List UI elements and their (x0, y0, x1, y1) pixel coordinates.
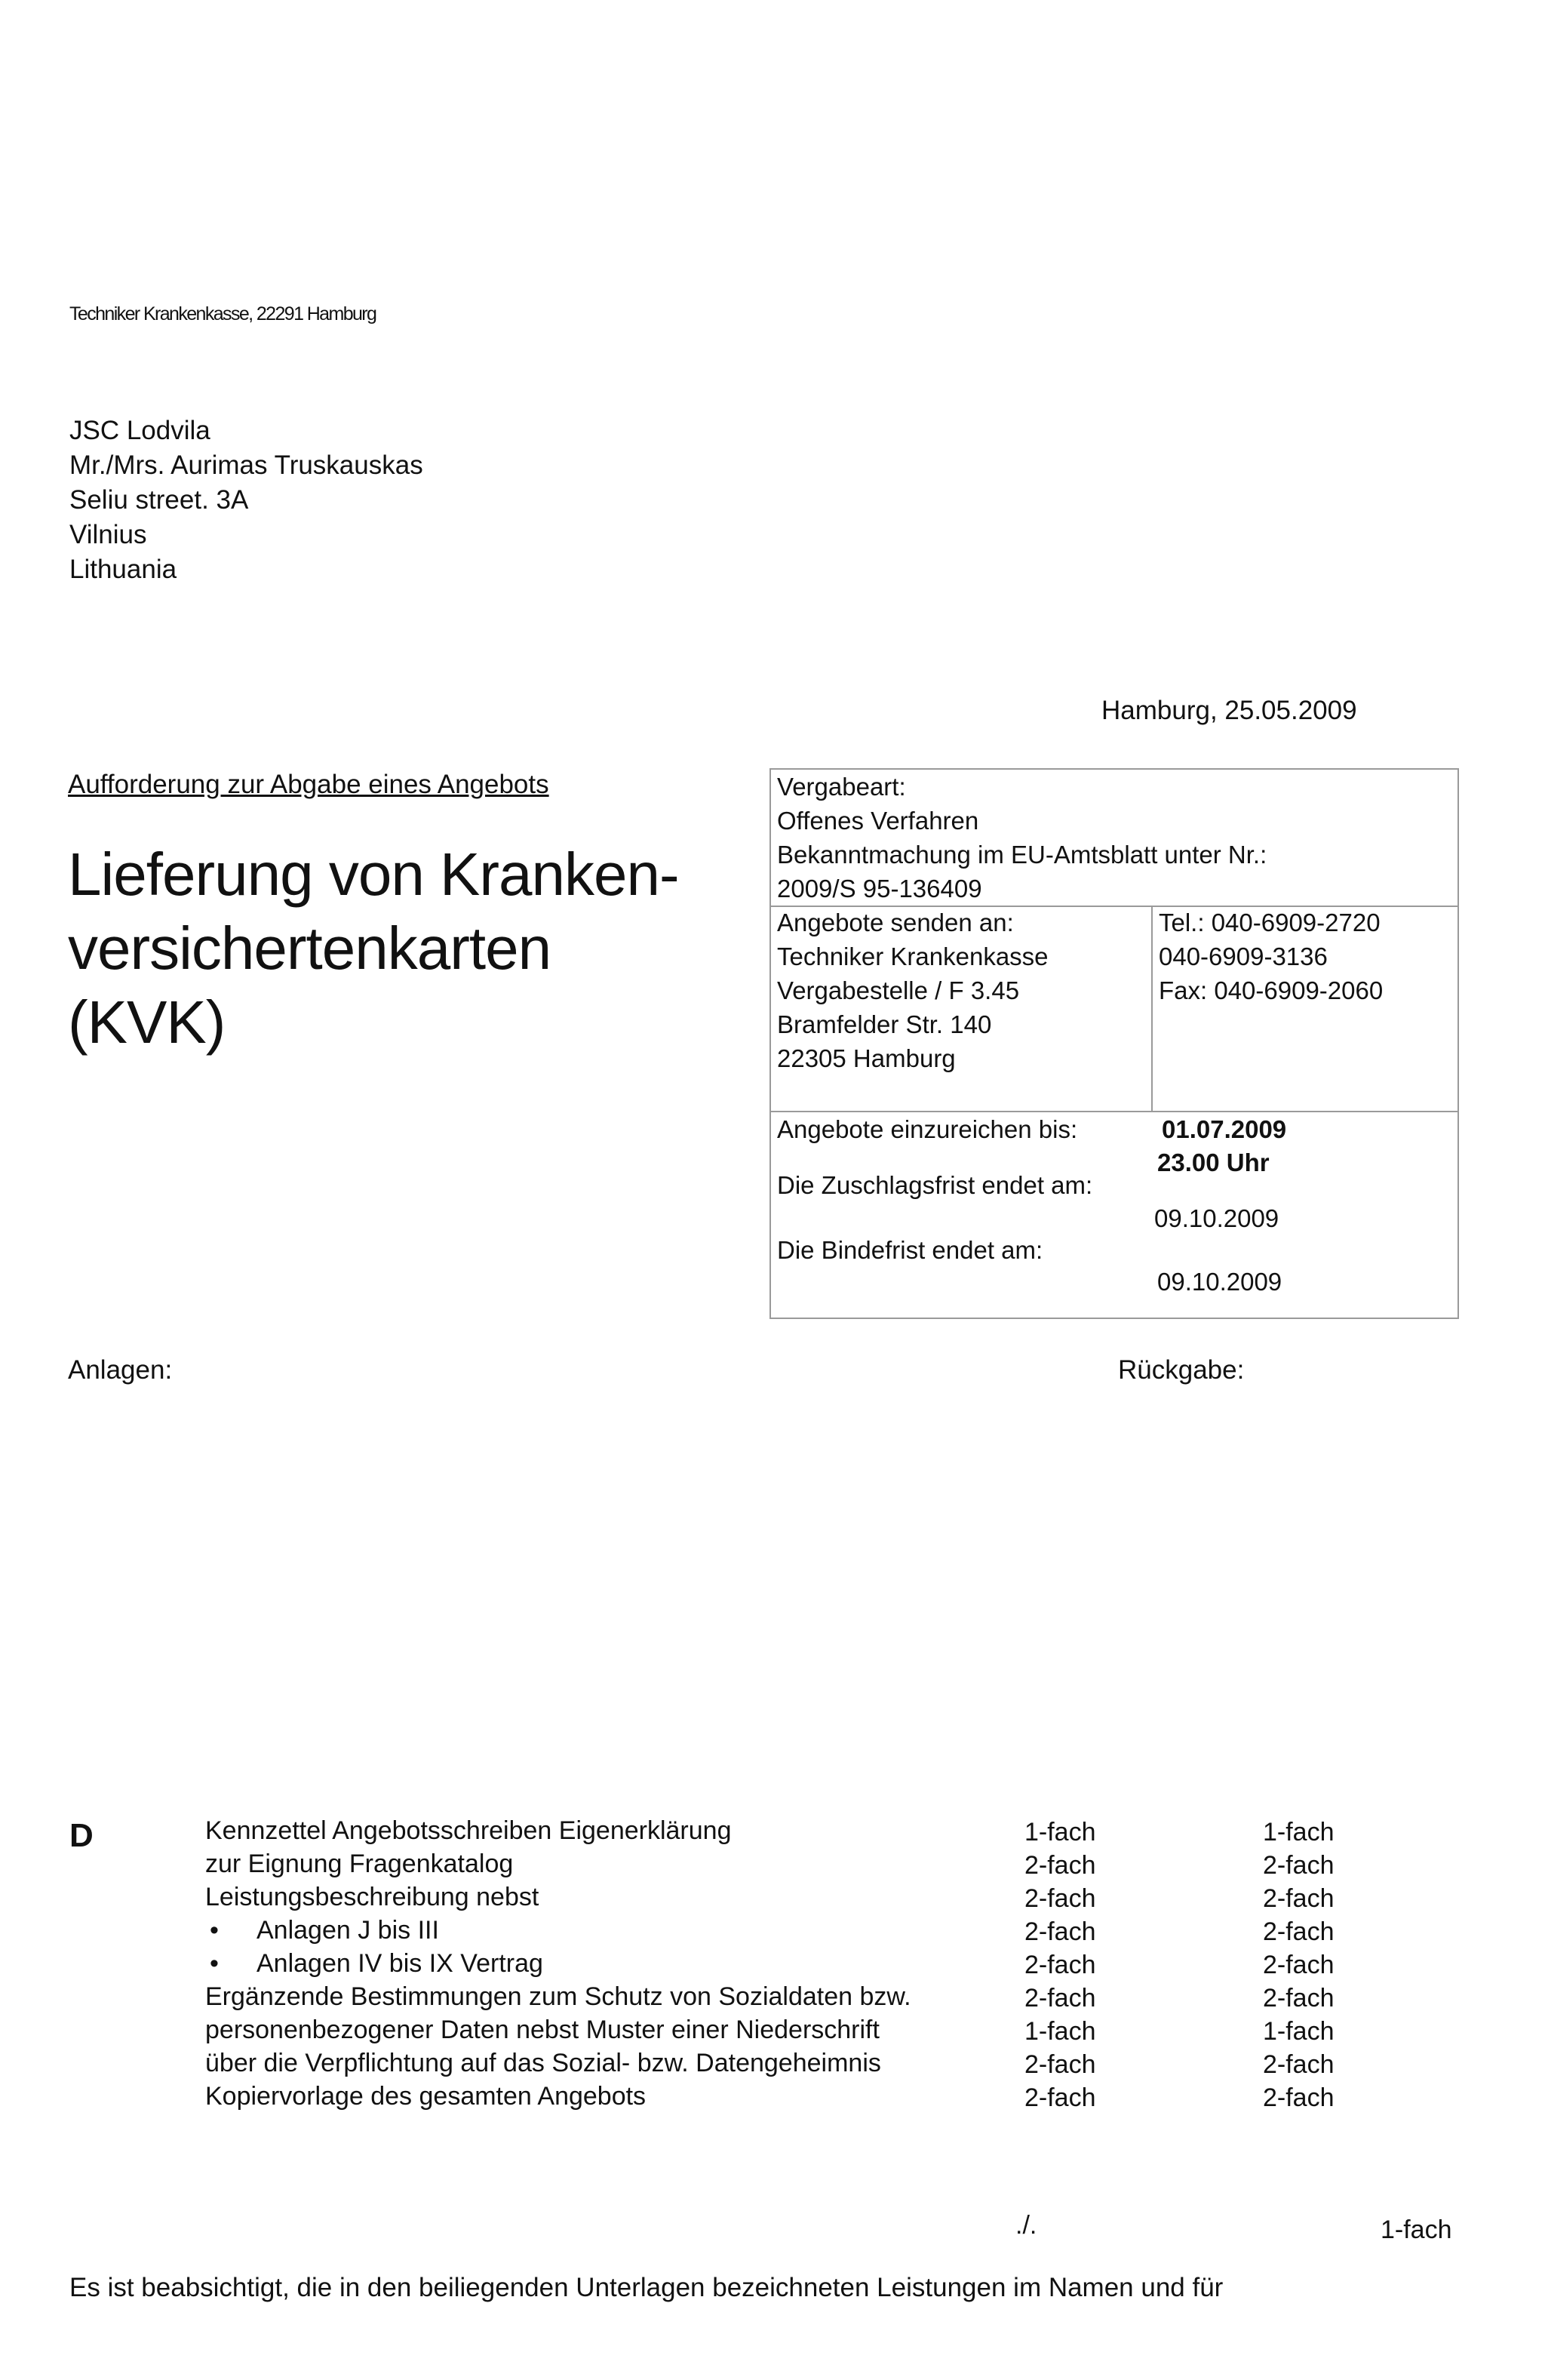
recipient-city: Vilnius (69, 520, 147, 549)
deadline-date: 01.07.2009 (1162, 1115, 1287, 1143)
letter-date: Hamburg, 25.05.2009 (1101, 696, 1357, 725)
rueckgabe-heading: Rückgabe: (1118, 1355, 1245, 1385)
subject-line: Aufforderung zur Abgabe eines Angebots (68, 770, 549, 799)
list-item: Ergänzende Bestimmungen zum Schutz von Sozialdaten bzw. (205, 1982, 911, 2011)
fax-number: Fax: 040-6909-2060 (1159, 976, 1384, 1004)
anlagen-count-column (1024, 1816, 1096, 2114)
list-item-bulleted (205, 1914, 911, 1947)
body-paragraph: Es ist beabsichtigt, die in den beiliegenden Unterlagen bezeichneten Leistungen im Namen und für (69, 2273, 1224, 2302)
binde-date: 09.10.2009 (1157, 1268, 1282, 1296)
rueckgabe-count: 2-fach (1263, 1851, 1335, 1880)
rueckgabe-count: 2-fach (1263, 1984, 1335, 2013)
list-item: personenbezogener Daten nebst Muster einer Niederschrift (205, 2016, 880, 2044)
zuschlag-date: 09.10.2009 (1154, 1204, 1279, 1232)
bullet-icon: • (210, 1916, 219, 1945)
list-item: Kopiervorlage des gesamten Angebots (205, 2082, 647, 2111)
attachment-list (205, 1814, 911, 2113)
send-to-street: Bramfelder Str. 140 (777, 1010, 992, 1038)
rueckgabe-count: 2-fach (1263, 2083, 1335, 2112)
sender-line: Techniker Krankenkasse, 22291 Hamburg (69, 303, 376, 324)
phone-section (1159, 906, 1383, 1007)
deadline-time: 23.00 Uhr (1157, 1148, 1270, 1176)
binde-label: Die Bindefrist endet am: (777, 1236, 1043, 1264)
send-to-label: Angebote senden an: (777, 909, 1014, 936)
recipient-person: Mr./Mrs. Aurimas Truskauskas (69, 450, 423, 480)
send-to-dept: Vergabestelle / F 3.45 (777, 976, 1020, 1004)
phone-number: Tel.: 040-6909-2720 (1159, 909, 1381, 936)
anlagen-count: 2-fach (1024, 1917, 1096, 1946)
phone-number: 040-6909-3136 (1159, 942, 1328, 970)
recipient-street: Seliu street. 3A (69, 485, 249, 515)
deadline-label: Angebote einzureichen bis: (777, 1115, 1078, 1143)
title-line: (KVK) (68, 989, 226, 1056)
vergabeart-section (777, 770, 1267, 906)
rueckgabe-count: 2-fach (1263, 1917, 1335, 1946)
recipient-address (69, 414, 423, 587)
send-to-org: Techniker Krankenkasse (777, 942, 1049, 970)
title-line: Lieferung von Kranken- (68, 841, 679, 908)
tender-info-box (769, 768, 1459, 1319)
vergabeart-label: Vergabeart: (777, 773, 906, 801)
rueckgabe-count: 2-fach (1263, 1951, 1335, 1979)
anlagen-count: 2-fach (1024, 2083, 1096, 2112)
bekanntmachung-label: Bekanntmachung im EU-Amtsblatt unter Nr.: (777, 841, 1267, 869)
rueckgabe-count-column (1263, 1816, 1335, 2114)
anlagen-heading: Anlagen: (68, 1355, 173, 1385)
anlagen-count: 2-fach (1024, 2050, 1096, 2079)
recipient-company: JSC Lodvila (69, 416, 210, 445)
list-item: Leistungsbeschreibung nebst (205, 1883, 539, 1911)
title-line: versichertenkarten (68, 915, 551, 982)
box-divider (1151, 906, 1153, 1111)
anlagen-count: 2-fach (1024, 1951, 1096, 1979)
anlagen-count: 2-fach (1024, 1884, 1096, 1913)
extra-anlage-count: ./. (1015, 2211, 1037, 2240)
list-item: zur Eignung Fragenkatalog (205, 1850, 514, 1878)
rueckgabe-count: 2-fach (1263, 1884, 1335, 1913)
bekanntmachung-number: 2009/S 95-136409 (777, 875, 982, 902)
rueckgabe-count: 1-fach (1263, 1818, 1335, 1846)
list-item-text: Anlagen IV bis IX Vertrag (256, 1949, 543, 1978)
send-to-section (777, 906, 1049, 1075)
page-title (68, 838, 679, 1059)
anlagen-count: 1-fach (1024, 2017, 1096, 2046)
rueckgabe-count: 1-fach (1263, 2017, 1335, 2046)
section-letter: D (69, 1817, 94, 1854)
recipient-country: Lithuania (69, 555, 177, 584)
anlagen-count: 1-fach (1024, 1818, 1096, 1846)
list-item: Kennzettel Angebotsschreiben Eigenerklärung (205, 1816, 732, 1845)
list-item-text: Anlagen J bis III (256, 1916, 439, 1945)
extra-rueckgabe-count: 1-fach (1381, 2215, 1452, 2244)
send-to-city: 22305 Hamburg (777, 1044, 956, 1072)
anlagen-count: 2-fach (1024, 1984, 1096, 2013)
list-item: über die Verpflichtung auf das Sozial- bzw. Datengeheimnis (205, 2049, 881, 2077)
zuschlag-label: Die Zuschlagsfrist endet am: (777, 1171, 1093, 1199)
bullet-icon: • (210, 1949, 219, 1978)
list-item-bulleted (205, 1947, 911, 1980)
vergabeart-value: Offenes Verfahren (777, 807, 979, 835)
rueckgabe-count: 2-fach (1263, 2050, 1335, 2079)
anlagen-count: 2-fach (1024, 1851, 1096, 1880)
